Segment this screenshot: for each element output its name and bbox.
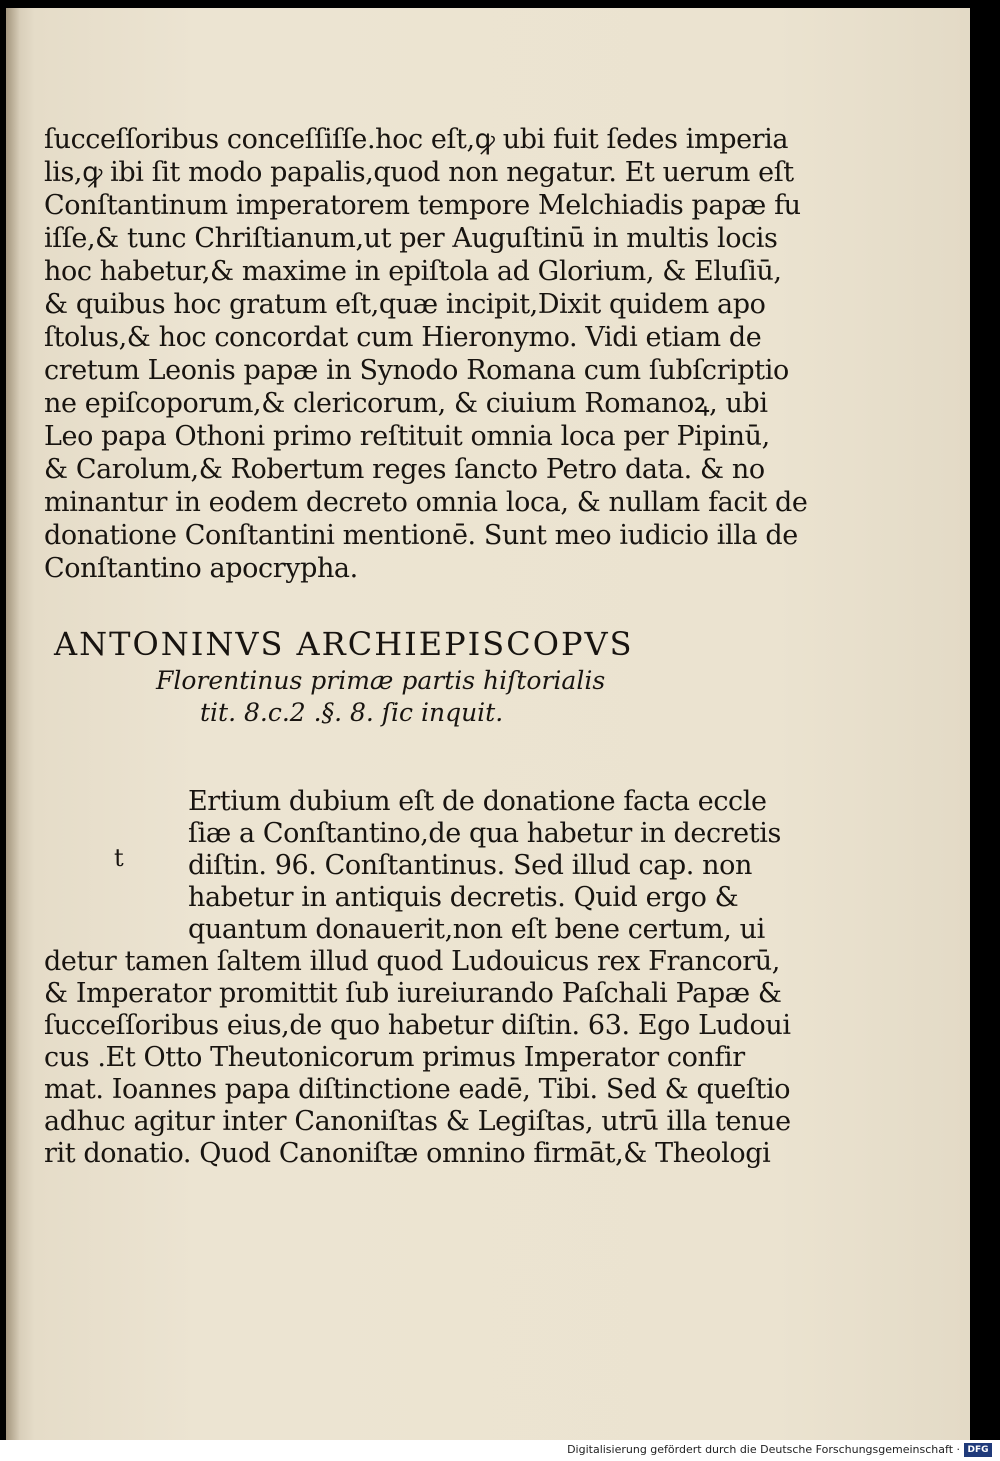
text-line: cus .Et Otto Theutonicorum primus Imperator confir xyxy=(44,1042,745,1073)
text-line: ſucceſſoribus conceſſiſſe.hoc eſt,ꝙ ubi fuit ſedes imperia xyxy=(44,124,789,155)
text-line: Leo papa Othoni primo reſtituit omnia loca per Pipinū, xyxy=(44,421,770,452)
page-edge-shadow xyxy=(6,8,20,1440)
text-line: iſſe,& tunc Chriſtianum,ut per Auguſtinū in multis locis xyxy=(44,223,778,254)
text-line: lis,ꝙ ibi ſit modo papalis,quod non negatur. Et uerum eſt xyxy=(44,157,794,188)
text-line: hoc habetur,& maxime in epiſtola ad Glorium, & Eluſiū, xyxy=(44,256,782,287)
footer-credit: Digitalisierung gefördert durch die Deutsche Forschungsgemeinschaft · xyxy=(567,1443,960,1456)
text-line: diſtin. 96. Conſtantinus. Sed illud cap. non xyxy=(188,850,752,881)
text-line: & Carolum,& Robertum reges ſancto Petro data. & no xyxy=(44,454,765,485)
dfg-logo-icon[interactable]: DFG xyxy=(964,1443,992,1457)
text-line: ſucceſſoribus eius,de quo habetur diſtin. 63. Ego Ludoui xyxy=(44,1010,791,1041)
section-subheading: Florentinus primæ partis hiſtorialis xyxy=(156,666,606,695)
text-line: minantur in eodem decreto omnia loca, & nullam facit de xyxy=(44,487,808,518)
text-line: & Imperator promittit ſub iureiurando Paſchali Papæ & xyxy=(44,978,782,1009)
text-line: ne epiſcoporum,& clericorum, & ciuium Romanoꝝ, ubi xyxy=(44,388,768,419)
text-line: Conſtantinum imperatorem tempore Melchiadis papæ fu xyxy=(44,190,801,221)
text-line: Ertium dubium eſt de donatione facta eccle xyxy=(188,786,767,817)
text-line: mat. Ioannes papa diſtinctione eadē, Tibi. Sed & queſtio xyxy=(44,1074,791,1105)
text-line: cretum Leonis papæ in Synodo Romana cum ſubſcriptio xyxy=(44,355,789,386)
text-line: & quibus hoc gratum eſt,quæ incipit,Dixit quidem apo xyxy=(44,289,766,320)
text-line: ſiæ a Conſtantino,de qua habetur in decretis xyxy=(188,818,781,849)
footer-bar xyxy=(0,1440,1000,1461)
text-line: ſtolus,& hoc concordat cum Hieronymo. Vidi etiam de xyxy=(44,322,762,353)
text-line: Conſtantino apocrypha. xyxy=(44,553,358,584)
section-subheading: tit. 8.c.2 .§. 8. ſic inquit. xyxy=(200,698,504,727)
text-line: quantum donauerit,non eſt bene certum, ui xyxy=(188,914,765,945)
text-line: donatione Conſtantini mentionē. Sunt meo iudicio illa de xyxy=(44,520,798,551)
text-line: detur tamen ſaltem illud quod Ludouicus rex Francorū, xyxy=(44,946,780,977)
text-line: adhuc agitur inter Canoniſtas & Legiſtas, utrū illa tenue xyxy=(44,1106,791,1137)
margin-mark: t xyxy=(114,844,124,872)
text-line: habetur in antiquis decretis. Quid ergo & xyxy=(188,882,739,913)
section-heading: ANTONINVS ARCHIEPISCOPVS xyxy=(54,625,634,663)
text-line: rit donatio. Quod Canoniſtæ omnino firmāt,& Theologi xyxy=(44,1138,771,1169)
